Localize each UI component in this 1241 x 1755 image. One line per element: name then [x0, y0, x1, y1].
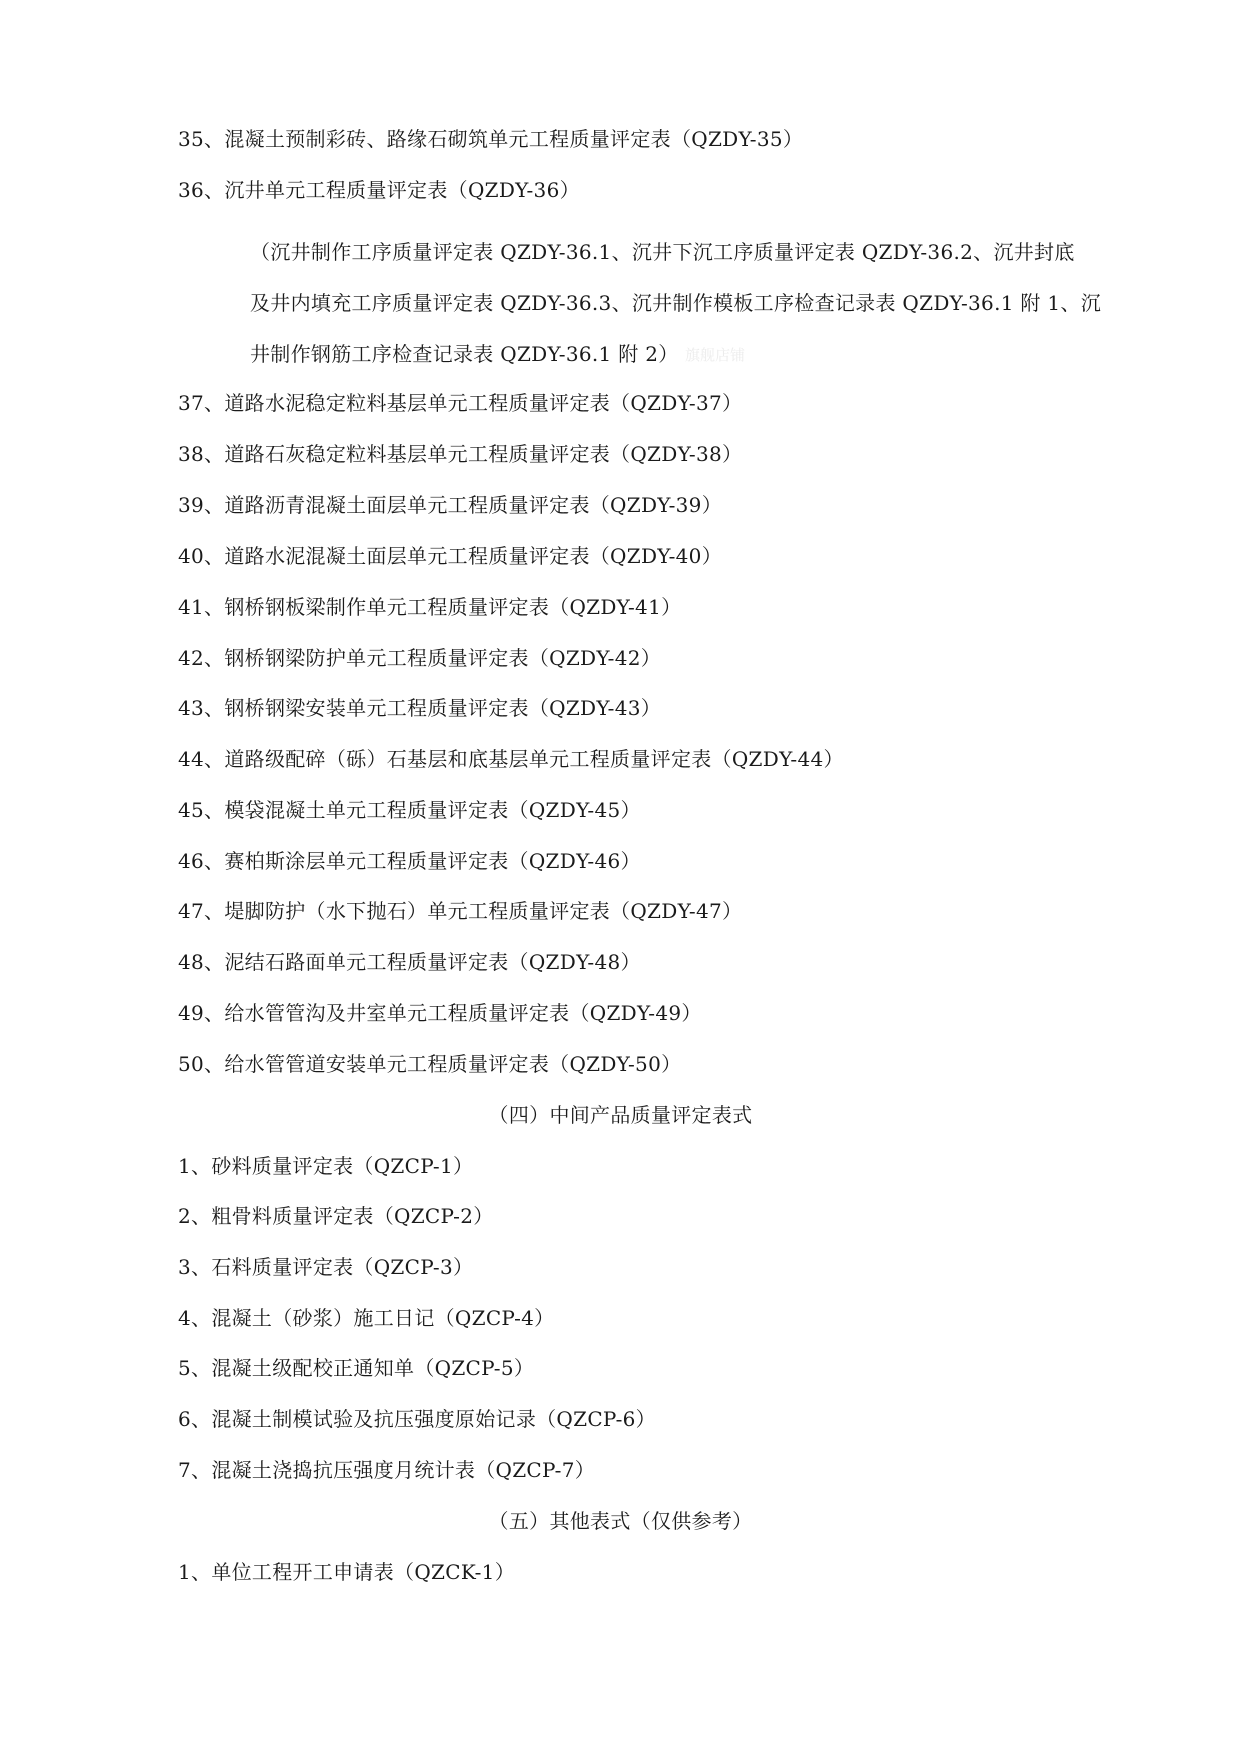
list-item: 4、混凝土（砂浆）施工日记（QZCP-4） — [178, 1306, 555, 1330]
list-item: 35、混凝土预制彩砖、路缘石砌筑单元工程质量评定表（QZDY-35） — [178, 127, 804, 151]
list-item: 49、给水管管沟及井室单元工程质量评定表（QZDY-49） — [178, 1001, 702, 1025]
list-item: 50、给水管管道安装单元工程质量评定表（QZDY-50） — [178, 1052, 682, 1076]
list-item: 40、道路水泥混凝土面层单元工程质量评定表（QZDY-40） — [178, 544, 722, 568]
list-item-subnote: 及井内填充工序质量评定表 QZDY-36.3、沉井制作模板工序检查记录表 QZDY-36.1 附 1、沉 — [250, 291, 1101, 315]
list-item-subnote: 井制作钢筋工序检查记录表 QZDY-36.1 附 2） — [250, 342, 679, 366]
list-item: 6、混凝土制模试验及抗压强度原始记录（QZCP-6） — [178, 1407, 656, 1431]
list-item: 7、混凝土浇捣抗压强度月统计表（QZCP-7） — [178, 1458, 596, 1482]
list-item: 48、泥结石路面单元工程质量评定表（QZDY-48） — [178, 950, 641, 974]
section-heading: （五）其他表式（仅供参考） — [488, 1509, 753, 1533]
list-item: 3、石料质量评定表（QZCP-3） — [178, 1255, 474, 1279]
list-item: 44、道路级配碎（砾）石基层和底基层单元工程质量评定表（QZDY-44） — [178, 747, 844, 771]
list-item: 5、混凝土级配校正通知单（QZCP-5） — [178, 1356, 535, 1380]
list-item: 37、道路水泥稳定粒料基层单元工程质量评定表（QZDY-37） — [178, 391, 743, 415]
list-item: 41、钢桥钢板梁制作单元工程质量评定表（QZDY-41） — [178, 595, 682, 619]
section-heading: （四）中间产品质量评定表式 — [488, 1103, 753, 1127]
list-item: 38、道路石灰稳定粒料基层单元工程质量评定表（QZDY-38） — [178, 442, 743, 466]
list-item-subnote: （沉井制作工序质量评定表 QZDY-36.1、沉井下沉工序质量评定表 QZDY-36.2、沉井封底 — [250, 240, 1075, 264]
list-item: 47、堤脚防护（水下抛石）单元工程质量评定表（QZDY-47） — [178, 899, 743, 923]
list-item: 46、赛柏斯涂层单元工程质量评定表（QZDY-46） — [178, 849, 641, 873]
list-item: 45、模袋混凝土单元工程质量评定表（QZDY-45） — [178, 798, 641, 822]
watermark-text: 旗舰店铺 — [685, 346, 746, 364]
list-item: 43、钢桥钢梁安装单元工程质量评定表（QZDY-43） — [178, 696, 662, 720]
list-item: 39、道路沥青混凝土面层单元工程质量评定表（QZDY-39） — [178, 493, 722, 517]
list-item: 42、钢桥钢梁防护单元工程质量评定表（QZDY-42） — [178, 646, 662, 670]
list-item: 1、单位工程开工申请表（QZCK-1） — [178, 1560, 515, 1584]
list-item: 2、粗骨料质量评定表（QZCP-2） — [178, 1204, 494, 1228]
list-item: 36、沉井单元工程质量评定表（QZDY-36） — [178, 178, 580, 202]
list-item: 1、砂料质量评定表（QZCP-1） — [178, 1154, 474, 1178]
